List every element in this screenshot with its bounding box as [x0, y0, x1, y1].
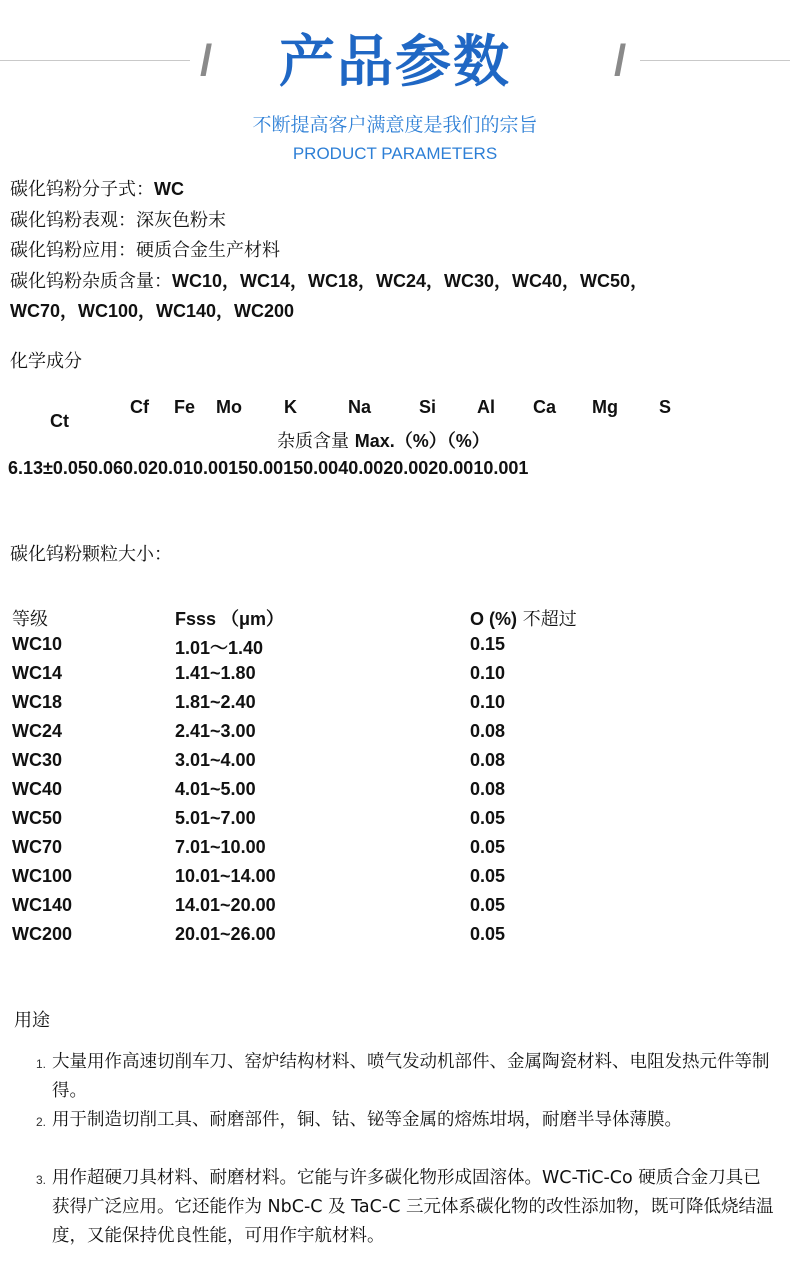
row-oxygen: 0.05: [470, 924, 506, 944]
header-grade: 等级: [12, 609, 48, 630]
chemical-heading: 化学成分: [10, 351, 82, 372]
header-line-right: [640, 60, 790, 61]
row-fsss: 14.01~20.00: [175, 895, 276, 915]
element-ca: Ca: [533, 397, 557, 417]
row-fsss: 1.01～1.40: [175, 638, 264, 658]
use-item-1: [36, 1048, 776, 1106]
header-oxygen-en: O (%): [470, 609, 517, 629]
row-grade: WC140: [12, 895, 73, 915]
row-fsss: 5.01~7.00: [175, 808, 256, 828]
use-number: 1.: [36, 1057, 47, 1071]
element-k: K: [284, 397, 297, 417]
row-fsss: 10.01~14.00: [175, 866, 276, 886]
table-row: [0, 634, 790, 663]
row-grade: WC14: [12, 663, 63, 683]
row-oxygen: 0.05: [470, 808, 506, 828]
row-oxygen: 0.08: [470, 750, 506, 770]
particle-header-row: [0, 605, 790, 634]
impurity-label: 碳化钨粉杂质含量：: [10, 271, 172, 292]
use-item-2: [36, 1106, 776, 1135]
row-oxygen: 0.05: [470, 866, 506, 886]
use-item-3: [36, 1164, 776, 1251]
impurity-line-1: [10, 267, 648, 293]
element-fe: Fe: [174, 397, 196, 417]
element-si: Si: [419, 397, 437, 417]
particle-heading: 碳化钨粉颗粒大小：: [10, 544, 172, 565]
formula-line: [10, 175, 184, 201]
impurity-grades-1: WC10，WC14，WC18，WC24，WC30，WC40，WC50，: [172, 271, 649, 291]
row-grade: WC24: [12, 721, 63, 741]
row-fsss: 1.81~2.40: [175, 692, 256, 712]
row-grade: WC40: [12, 779, 63, 799]
table-row: [0, 924, 790, 953]
table-row: [0, 895, 790, 924]
use-text: 用于制造切削工具、耐磨部件，铜、钴、铋等金属的熔炼坩埚，耐磨半导体薄膜。: [52, 1110, 682, 1130]
table-row: [0, 750, 790, 779]
row-oxygen: 0.15: [470, 634, 506, 654]
table-row: [0, 663, 790, 692]
uses-heading: 用途: [14, 1010, 50, 1031]
ct-label: Ct: [50, 411, 69, 431]
row-grade: WC50: [12, 808, 63, 828]
row-fsss: 20.01~26.00: [175, 924, 276, 944]
row-grade: WC100: [12, 866, 73, 886]
row-fsss: 3.01~4.00: [175, 750, 256, 770]
row-oxygen: 0.05: [470, 837, 506, 857]
table-row: [0, 779, 790, 808]
formula-value: WC: [154, 179, 184, 199]
row-oxygen: 0.05: [470, 895, 506, 915]
table-row: [0, 808, 790, 837]
element-mg: Mg: [592, 397, 618, 417]
element-s: S: [659, 397, 672, 417]
header-fsss: Fsss （μm）: [175, 609, 285, 629]
use-number: 3.: [36, 1173, 47, 1187]
row-grade: WC30: [12, 750, 63, 770]
header-slash-right: /: [614, 36, 627, 85]
row-oxygen: 0.08: [470, 721, 506, 741]
row-oxygen: 0.08: [470, 779, 506, 799]
table-row: [0, 837, 790, 866]
unit-label-en: Max.（%）（%）: [354, 431, 490, 451]
impurity-unit-label: [277, 427, 490, 453]
row-fsss: 4.01~5.00: [175, 779, 256, 799]
table-row: [0, 866, 790, 895]
row-grade: WC10: [12, 634, 63, 654]
application-line: 碳化钨粉应用：硬质合金生产材料: [10, 240, 280, 261]
element-al: Al: [477, 397, 495, 417]
table-row: [0, 721, 790, 750]
header-oxygen-cn: 不超过: [517, 609, 577, 630]
header-oxygen: [470, 605, 577, 631]
header-slash-left: /: [200, 36, 213, 85]
use-text: 用作超硬刀具材料、耐磨材料。它能与许多碳化物形成固溶体。WC-TiC-Co 硬质合金刀具已获得广泛应用。它还能作为 NbC-C 及 TaC-C 三元体系碳化物的改性添加物，既可降低烧结温度，又能保持优良性能，可用作宇航材料。: [52, 1168, 774, 1246]
chemical-values: 6.13±0.050.060.020.010.00150.00150.0040.0020.0020.0010.001: [8, 458, 529, 478]
row-oxygen: 0.10: [470, 692, 506, 712]
appearance-line: 碳化钨粉表观：深灰色粉末: [10, 210, 226, 231]
use-number: 2.: [36, 1115, 47, 1129]
row-fsss: 2.41~3.00: [175, 721, 256, 741]
row-fsss: 7.01~10.00: [175, 837, 266, 857]
element-mo: Mo: [216, 397, 242, 417]
row-fsss: 1.41~1.80: [175, 663, 256, 683]
table-row: [0, 692, 790, 721]
row-grade: WC18: [12, 692, 63, 712]
row-grade: WC200: [12, 924, 73, 944]
page-title: 产品参数: [279, 30, 511, 95]
element-na: Na: [348, 397, 372, 417]
subtitle-english: PRODUCT PARAMETERS: [292, 144, 498, 163]
row-grade: WC70: [12, 837, 63, 857]
use-text: 大量用作高速切削车刀、窑炉结构材料、喷气发动机部件、金属陶瓷材料、电阻发热元件等制得。: [52, 1052, 770, 1101]
row-oxygen: 0.10: [470, 663, 506, 683]
impurity-grades-2: WC70，WC100，WC140，WC200: [10, 301, 295, 321]
subtitle-chinese: 不断提高客户满意度是我们的宗旨: [252, 114, 538, 136]
unit-label-cn: 杂质含量: [277, 431, 355, 452]
formula-label: 碳化钨粉分子式：: [10, 179, 154, 200]
element-cf: Cf: [130, 397, 149, 417]
